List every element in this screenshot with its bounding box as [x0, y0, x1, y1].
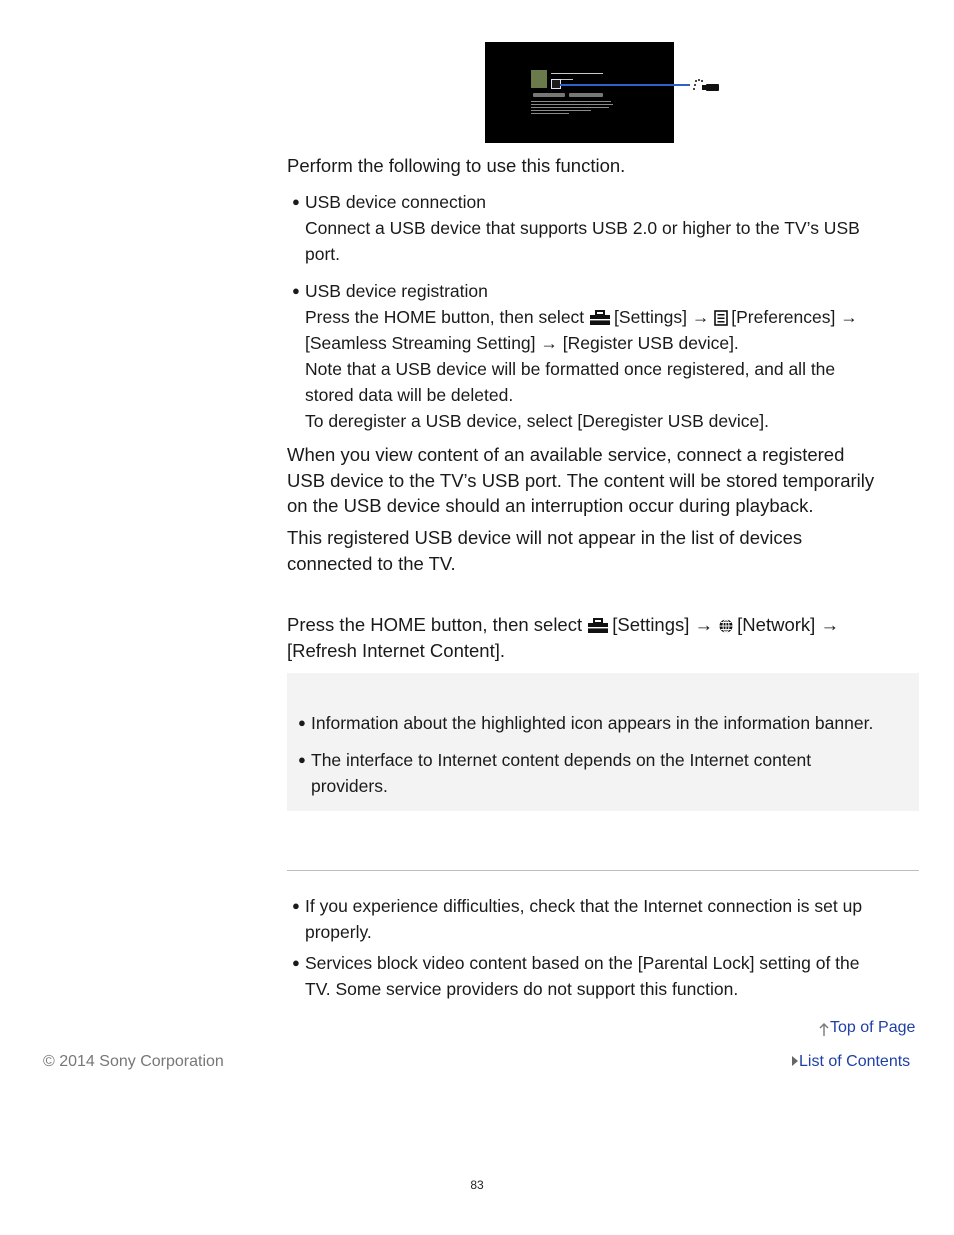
- list-of-contents-label[interactable]: List of Contents: [799, 1053, 911, 1070]
- screen-button: [533, 93, 565, 97]
- paragraph-line: connected to the TV.: [287, 552, 456, 574]
- usb-registration-title: USB device registration: [305, 281, 488, 301]
- screen-text-line: [531, 113, 569, 114]
- arrow: →: [691, 307, 710, 327]
- list-of-contents-link[interactable]: [791, 1053, 910, 1071]
- usb-registration-line: [Seamless Streaming Setting] → [Register USB device].: [305, 333, 739, 353]
- bullet: ●: [298, 715, 306, 730]
- view-content-paragraph: [287, 442, 874, 519]
- screen-text-line: [531, 104, 613, 105]
- note-text: If you experience difficulties, check that the Internet connection is set up: [305, 896, 863, 916]
- top-of-page-label[interactable]: Top of Page: [830, 1019, 916, 1036]
- usb-connection-line: Connect a USB device that supports USB 2.0 or higher to the TV’s USB: [305, 218, 860, 238]
- note-text: TV. Some service providers do not support this function.: [305, 979, 739, 999]
- note-text: properly.: [305, 922, 372, 942]
- top-of-page-link[interactable]: [818, 1019, 915, 1037]
- paragraph-line: on the USB device should an interruption occur during playback.: [287, 495, 814, 516]
- paragraph-line: USB device to the TV’s USB port. The content will be stored temporarily: [287, 469, 875, 491]
- paragraph-line: This registered USB device will not appear in the list of devices: [287, 527, 803, 548]
- note-text: Services block video content based on the [Parental Lock] setting of the: [305, 953, 860, 973]
- network-label: [Network] →: [737, 614, 839, 635]
- page-number: 83: [470, 1178, 484, 1192]
- usb-connection-line: port.: [305, 244, 341, 264]
- screen-text-line: [551, 73, 603, 74]
- paragraph-line: [Refresh Internet Content].: [287, 639, 506, 661]
- screen-text-line: [531, 107, 609, 108]
- usb-registration-line: Note that a USB device will be formatted once registered, and all the: [305, 359, 836, 379]
- preferences-label: [Preferences] →: [731, 307, 858, 327]
- usb-connection-title: USB device connection: [305, 192, 486, 212]
- settings-toolbox-icon: [587, 618, 609, 634]
- copyright: © 2014 Sony Corporation: [43, 1053, 224, 1070]
- callout-connector-line: [560, 84, 690, 86]
- settings-label: [Settings] →: [612, 614, 714, 635]
- bullet: ●: [292, 283, 300, 298]
- screen-button: [569, 93, 603, 97]
- hint-text: Information about the highlighted icon appears in the information banner.: [311, 713, 874, 733]
- usb-device-icon: [693, 79, 723, 93]
- section-divider: [287, 870, 919, 871]
- usb-registration-line: [305, 304, 858, 330]
- instruction-text: Press the HOME button, then select: [305, 307, 585, 327]
- screen-text-line: [531, 101, 611, 102]
- content-thumbnail: [531, 70, 547, 88]
- bullet: ●: [292, 194, 300, 209]
- usb-registration-line: To deregister a USB device, select [Deregister USB device].: [305, 411, 769, 431]
- bullet: ●: [292, 955, 300, 970]
- bullet: ●: [298, 752, 306, 767]
- settings-label: [Settings]: [614, 307, 688, 327]
- screen-text-line: [561, 79, 573, 80]
- arrow-up-icon: [818, 1021, 830, 1037]
- triangle-right-icon: [791, 1055, 799, 1067]
- tv-screen-illustration: [485, 42, 674, 143]
- refresh-content-instruction: [287, 612, 839, 663]
- registered-device-paragraph: [287, 525, 802, 576]
- preferences-icon: [714, 310, 728, 326]
- instruction-text: Press the HOME button, then select: [287, 614, 583, 635]
- usb-registration-line: stored data will be deleted.: [305, 385, 514, 405]
- bullet: ●: [292, 898, 300, 913]
- settings-toolbox-icon: [589, 310, 611, 326]
- screen-text-line: [531, 110, 591, 111]
- network-globe-icon: [718, 618, 734, 634]
- intro-text: Perform the following to use this function.: [287, 155, 626, 176]
- hint-text: The interface to Internet content depends on the Internet content: [311, 750, 812, 770]
- hint-text: providers.: [311, 776, 388, 796]
- paragraph-line: When you view content of an available service, connect a registered: [287, 444, 845, 465]
